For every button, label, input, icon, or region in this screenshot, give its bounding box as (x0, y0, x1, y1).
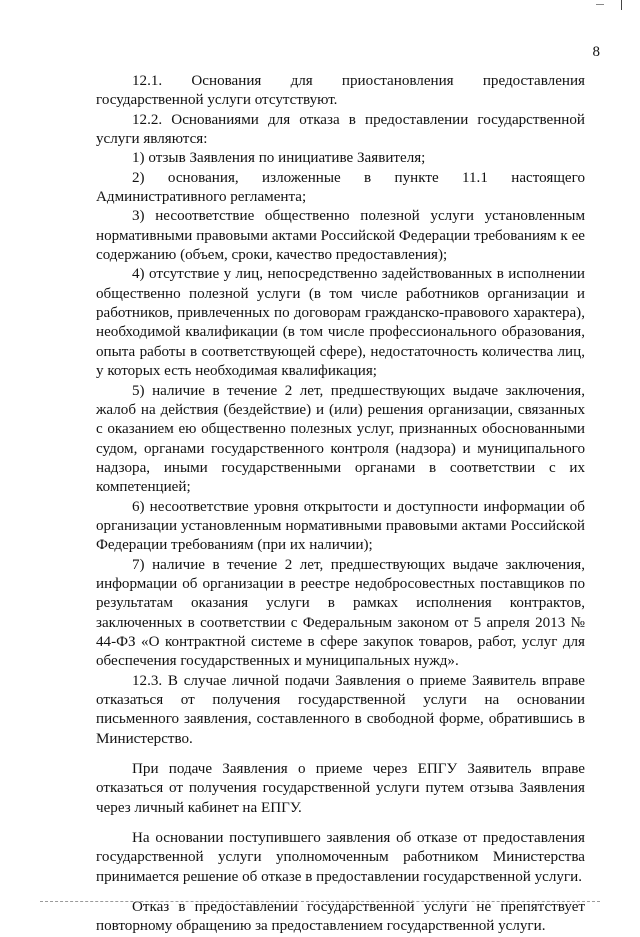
document-body (96, 72, 585, 937)
scan-corner-mark (621, 0, 622, 10)
page-number: 8 (592, 44, 600, 60)
list-item-5: 5) наличие в течение 2 лет, предшествующих выдаче заключения, жалоб на действия (бездействие) и (или) решения организации, связанных с оказанием ею общественно полезных услуг, признанных обоснованными судом, органами государственного контроля (надзора) и муниципального надзора, иными государственными органами в соответствии с их компетенцией; (96, 382, 585, 496)
paragraph-12-2: 12.2. Основаниями для отказа в предоставлении государственной услуги являются: (96, 111, 585, 148)
paragraph-epgu-refusal: При подаче Заявления о приеме через ЕПГУ Заявитель вправе отказаться от получения государственной услуги путем отзыва Заявления через личный кабинет на ЕПГУ. (96, 761, 585, 816)
paragraph-repeat-request: Отказ в предоставлении государственной услуги не препятствует повторному обращению за предоставлением государственной услуги. (96, 899, 585, 935)
list-item-3: 3) несоответствие общественно полезной услуги установленным нормативными правовыми актами Российской Федерации требованиям к ее содержанию (объем, сроки, качество предоставления); (96, 208, 585, 264)
paragraph-12-1: 12.1. Основания для приостановления предоставления государственной услуги отсутствуют. (96, 73, 585, 109)
scan-bottom-edge (40, 901, 600, 903)
list-item-7: 7) наличие в течение 2 лет, предшествующих выдаче заключения, информации об организации в реестре недобросовестных поставщиков по результатам оказания услуги в рамках исполнения контрактов, заключенных в соответствии с Федеральным законом от 5 апреля 2013 № 44-ФЗ «О контрактной системе в сфере закупок товаров, работ, услуг для обеспечения государственных и муниципальных нужд». (96, 556, 585, 670)
scan-corner-mark-2 (596, 4, 604, 5)
list-item-1: 1) отзыв Заявления по инициативе Заявителя; (132, 150, 426, 167)
list-item-4: 4) отсутствие у лиц, непосредственно задействованных в исполнении общественно полезной услуги (в том числе работников организации и работников, привлеченных по договорам гражданско-правового характера), необходимой квалификации (в том числе профессионального образования, опыта работы в соответствующей сфере), недостаточность количества лиц, у которых есть необходимая квалификация; (96, 266, 585, 380)
list-item-6: 6) несоответствие уровня открытости и доступности информации об организации установленным нормативными правовыми актами Российской Федерации требованиям (при их наличии); (96, 498, 585, 554)
paragraph-12-3: 12.3. В случае личной подачи Заявления о приеме Заявитель вправе отказаться от получения государственной услуги на основании письменного заявления, составленного в свободной форме, обратившись в Министерство. (96, 672, 585, 747)
paragraph-decision: На основании поступившего заявления об отказе от предоставления государственной услуги уполномоченным работником Министерства принимается решение об отказе в предоставлении государственной услуги. (96, 830, 585, 885)
list-item-2: 2) основания, изложенные в пункте 11.1 настоящего Административного регламента; (96, 169, 585, 206)
